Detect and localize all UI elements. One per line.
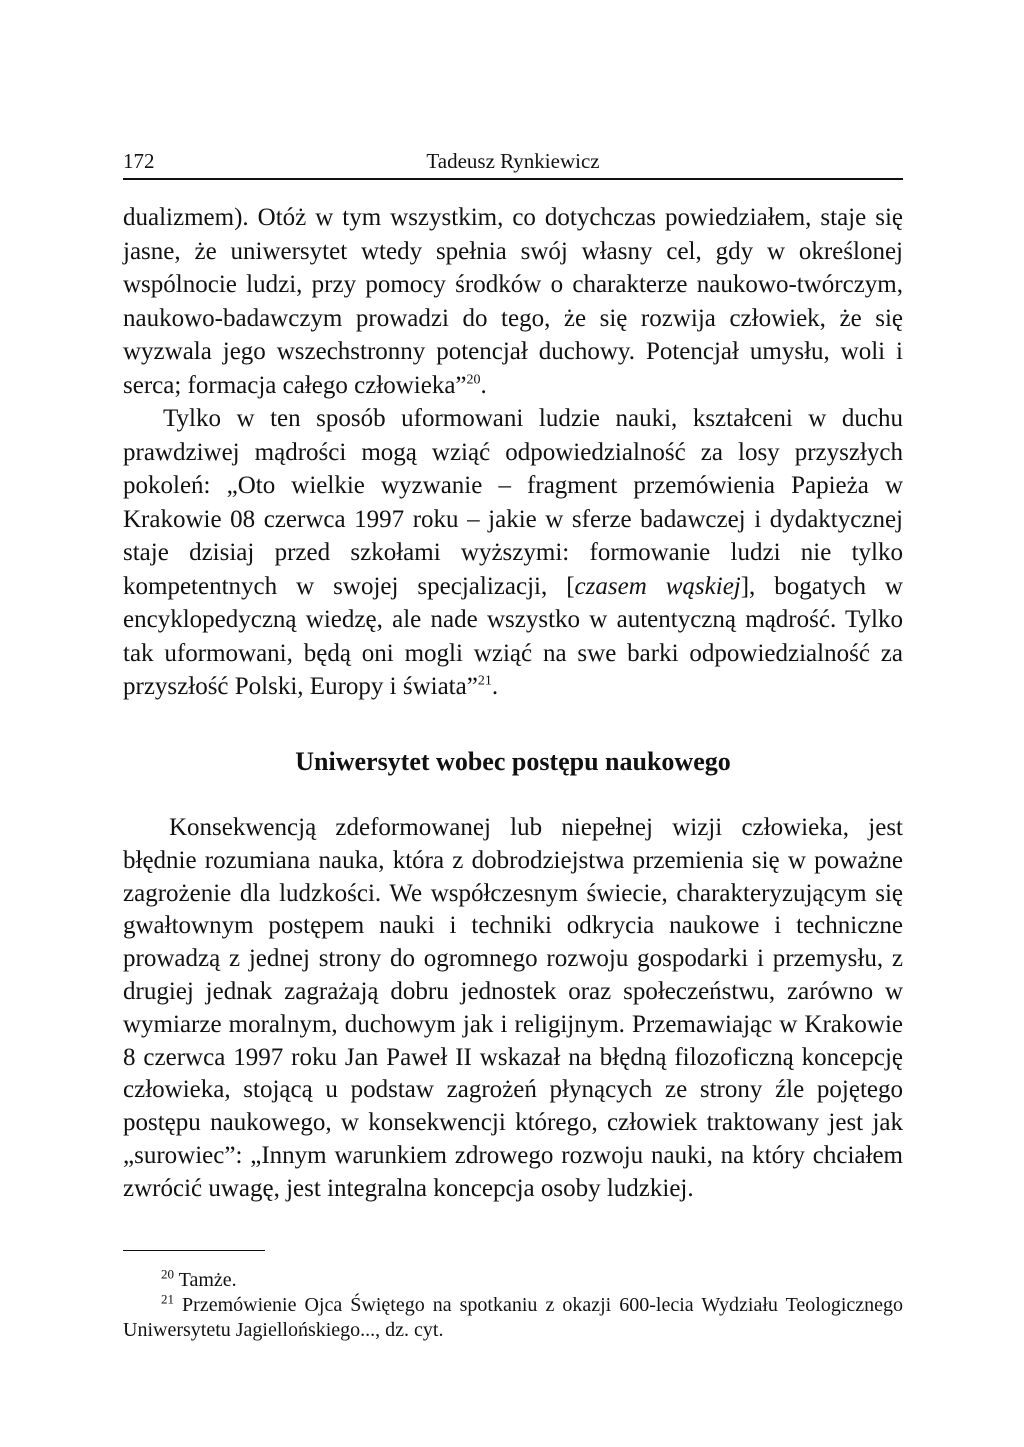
footnote-ref-20: 20 bbox=[466, 372, 481, 388]
footnote-ref-21: 21 bbox=[477, 673, 492, 689]
footnote-text: Tamże. bbox=[178, 1269, 237, 1291]
running-head bbox=[123, 147, 903, 175]
paragraph-quote bbox=[123, 402, 903, 704]
footnote-number: 20 bbox=[161, 1266, 174, 1282]
body-text bbox=[123, 201, 903, 704]
footnote-text: Przemówienie Ojca Świętego na spotkaniu z okazji 600-lecia Wydziału Teologicznego Uniwersytetu Jagiellońskiego..., dz. cyt. bbox=[123, 1294, 904, 1341]
footnote-21 bbox=[123, 1293, 903, 1343]
footnote-rule bbox=[123, 1250, 265, 1251]
section-paragraph: Konsekwencją zdeformowanej lub niepełnej wizji człowieka, jest błędnie rozumiana nauka, która z dobrodziejstwa przemienia się w poważne zagrożenie dla ludzkości. We współczesnym świecie, charakteryzującym się gwałtownym postępem nauki i techniki odkrycia naukowe i techniczne prowadzą z jednej strony do ogromnego rozwoju gospodarki i przemysłu, z drugiej jednak zagrażają dobru jednostek oraz społeczeństwu, zarówno w wymiarze moralnym, duchowym jak i religijnym. Przemawiając w Krakowie 8 czerwca 1997 roku Jan Paweł II wskazał na błędną filozoficzną koncepcję człowieka, stojącą u podstaw zagrożeń płynących ze strony źle pojętego postępu naukowego, w konsekwencji którego, człowiek traktowany jest jak „surowiec”: „Innym warunkiem zdrowego rozwoju nauki, na który chciałem zwrócić uwagę, jest integralna koncepcja osoby ludzkiej. bbox=[123, 814, 903, 1202]
paragraph-end: . bbox=[491, 673, 499, 700]
footnote-20 bbox=[123, 1268, 903, 1293]
footnote-number: 21 bbox=[161, 1291, 174, 1307]
header-rule bbox=[123, 178, 903, 180]
paragraph-text: dualizmem). Otóż w tym wszystkim, co dotychczas powiedziałem, staje się jasne, że uniwersytet wtedy spełnia swój własny cel, gdy w określonej wspólnocie ludzi, przy pomocy środków o charakterze naukowo-twórczym, naukowo-badawczym prowadzi do tego, że się rozwija człowiek, że się wyzwala jego wszechstronny potencjał duchowy. Potencjał umysłu, woli i serca; formacja całego człowieka” bbox=[123, 204, 903, 399]
running-title: Tadeusz Rynkiewicz bbox=[426, 149, 600, 173]
paragraph-text: Tylko w ten sposób uformowani ludzie nauki, kształceni w duchu prawdziwej mądrości mogą wziąć odpowiedzialność za losy przyszłych pokoleń: „Oto wielkie wyzwanie – fragment przemówienia Papieża w Krakowie 08 czerwca 1997 roku – jakie w sferze badawczej i dydaktycznej staje dzisiaj przed szkołami wyższymi: formowanie ludzi nie tylko kompetentnych w swojej specjalizacji, [ bbox=[123, 405, 903, 600]
paragraph-end: . bbox=[480, 371, 487, 399]
section-body bbox=[123, 812, 903, 1206]
section-heading: Uniwersytet wobec postępu naukowego bbox=[295, 747, 731, 776]
footnotes bbox=[123, 1268, 903, 1343]
paragraph-continued bbox=[123, 201, 903, 402]
paragraph-text-continued: ], bogatych w encyklopedyczną wiedzę, ale nade wszystko w autentyczną mądrość. Tylko tak uformowani, będą oni mogli wziąć na swe barki odpowiedzialność za przyszłość Polski, Europy i świata” bbox=[123, 572, 903, 700]
italic-insertion: czasem wąskiej bbox=[574, 572, 741, 600]
page-number: 172 bbox=[123, 149, 155, 173]
